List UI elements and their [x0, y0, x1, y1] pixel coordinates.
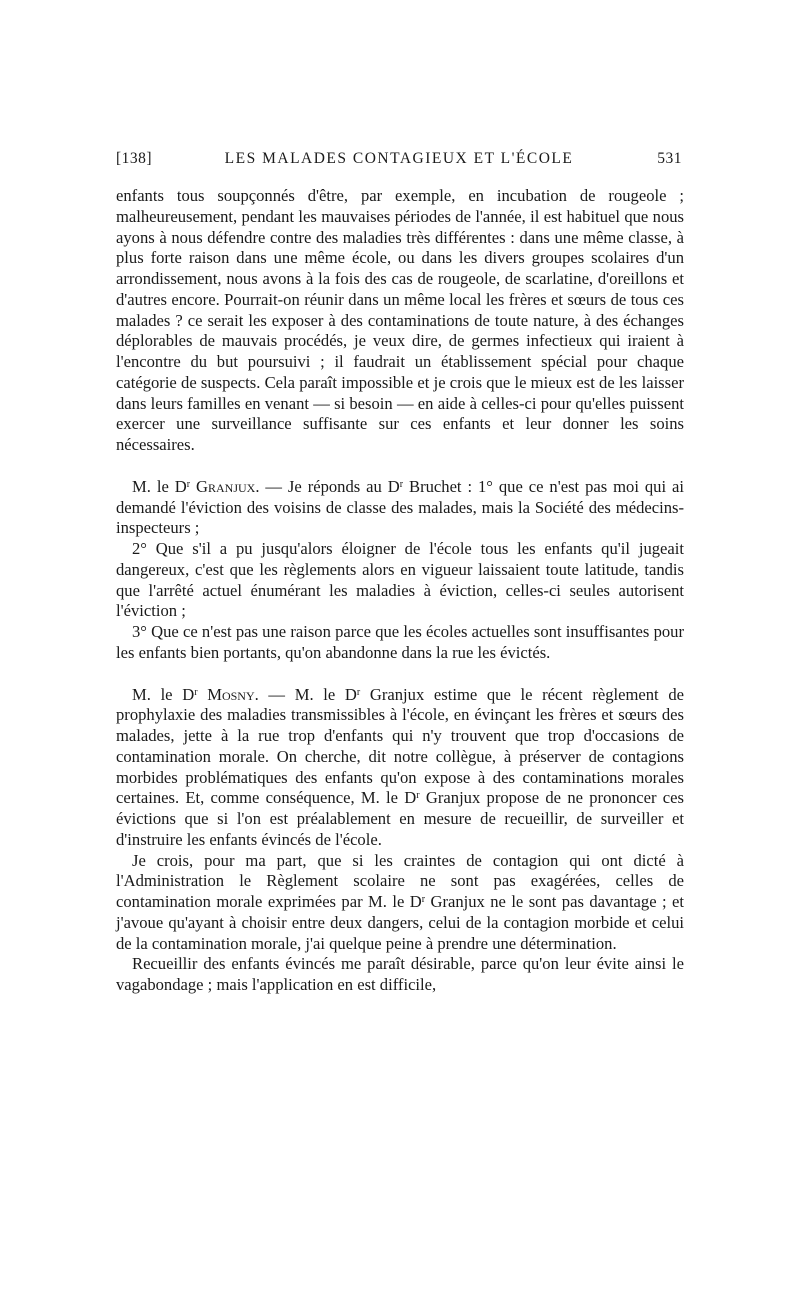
paragraph-granjux-reply [116, 477, 684, 539]
paragraph-gap [116, 456, 684, 477]
running-title: LES MALADES CONTAGIEUX ET L'ÉCOLE [224, 150, 574, 167]
paragraph-opinion [116, 851, 684, 955]
speaker-title: M. le D [132, 476, 187, 496]
text-fragment: . — Je réponds au D [255, 476, 400, 496]
body-text [116, 186, 684, 996]
doctor-superscript: r [416, 790, 420, 802]
doctor-superscript: r [194, 686, 198, 698]
paragraph-gap [116, 664, 684, 685]
text-fragment: Granjux propose de ne prononcer ces évictions que si l'on est préalablement en mesure de recueillir, de surveiller et d'instruire les enfants évincés de l'école. [116, 788, 684, 849]
running-header [116, 150, 682, 174]
doctor-superscript: r [421, 894, 426, 906]
doctor-superscript: r [356, 686, 361, 698]
speaker-title: M. le D [132, 684, 195, 704]
text-fragment: Granjux estime que le récent règlement de prophylaxie des maladies transmissibles à l'école, en évinçant les frères et sœurs des malades, jette à la rue trop d'enfants qui n'y trouvent que trop d'occasions de contamination morale. On cherche, dit notre collègue, à préserver de contagions morbides problématiques des enfants qu'on expose à des contaminations morales certaines. Et, comme conséquence, M. le D [116, 684, 684, 808]
doctor-superscript: r [186, 478, 191, 490]
paragraph-point-3: 3° Que ce n'est pas une raison parce que les écoles actuelles sont insuffisantes pour les enfants bien portants, qu'on abandonne dans la rue les évictés. [116, 622, 684, 662]
speaker-name: Granjux [196, 476, 256, 496]
speaker-name: Mosny [207, 684, 255, 704]
page-bracket-number: [138] [116, 150, 153, 167]
text-fragment: Je crois, pour ma part, que si les craintes de contagion qui ont dicté à l'Administration le Règlement scolaire ne sont pas exagérées, celles de contamination morale exprimées par M. le D [116, 850, 684, 911]
text-fragment: . — M. le D [254, 684, 357, 704]
paragraph-mosny [116, 685, 684, 851]
paragraph-continuation: enfants tous soupçonnés d'être, par exemple, en incubation de rougeole ; malheureusement, pendant les mauvaises périodes de l'année, il est habituel que nous ayons à nous défendre contre des maladies très différentes : dans une même classe, à plus forte raison dans une même école, ou dans les divers groupes scolaires d'un arrondissement, nous avons à la fois des cas de rougeole, de scarlatine, d'oreillons et d'autres encore. Pourrait-on réunir dans un même local les frères et sœurs de tous ces malades ? ce serait les exposer à des contaminations de toute nature, à des échanges déplorables de mauvais procédés, je veux dire, de germes infectieux qui iraient à l'encontre du but poursuivi ; il faudrait un établissement spécial pour chaque catégorie de suspects. Cela paraît impossible et je crois que le mieux est de les laisser dans leurs familles en venant — si besoin — en aide à celles-ci pour qu'elles puissent exercer une surveillance suffisante sur ces enfants et leur donner les soins nécessaires. [116, 186, 684, 454]
doctor-superscript: r [399, 478, 404, 490]
text-fragment: Bruchet : 1° que ce n'est pas moi qui ai demandé l'éviction des voisins de classe des malades, mais la Société des médecins-inspecteurs ; [116, 476, 684, 538]
page-number: 531 [657, 150, 682, 167]
paragraph-recueillir: Recueillir des enfants évincés me paraît désirable, parce qu'on leur évite ainsi le vagabondage ; mais l'application en est difficile, [116, 954, 684, 994]
text-fragment: Granjux ne le sont pas davantage ; et j'avoue qu'ayant à choisir entre deux dangers, celui de la contagion morbide et celui de la contamination morale, j'ai quelque peine à prendre une détermination. [116, 892, 684, 953]
paragraph-point-2: 2° Que s'il a pu jusqu'alors éloigner de l'école tous les enfants qu'il jugeait dangereux, c'est que les règlements alors en vigueur laissaient toute latitude, tandis que l'arrêté actuel énumérant les maladies à éviction, celles-ci seules autorisent l'éviction ; [116, 539, 684, 621]
